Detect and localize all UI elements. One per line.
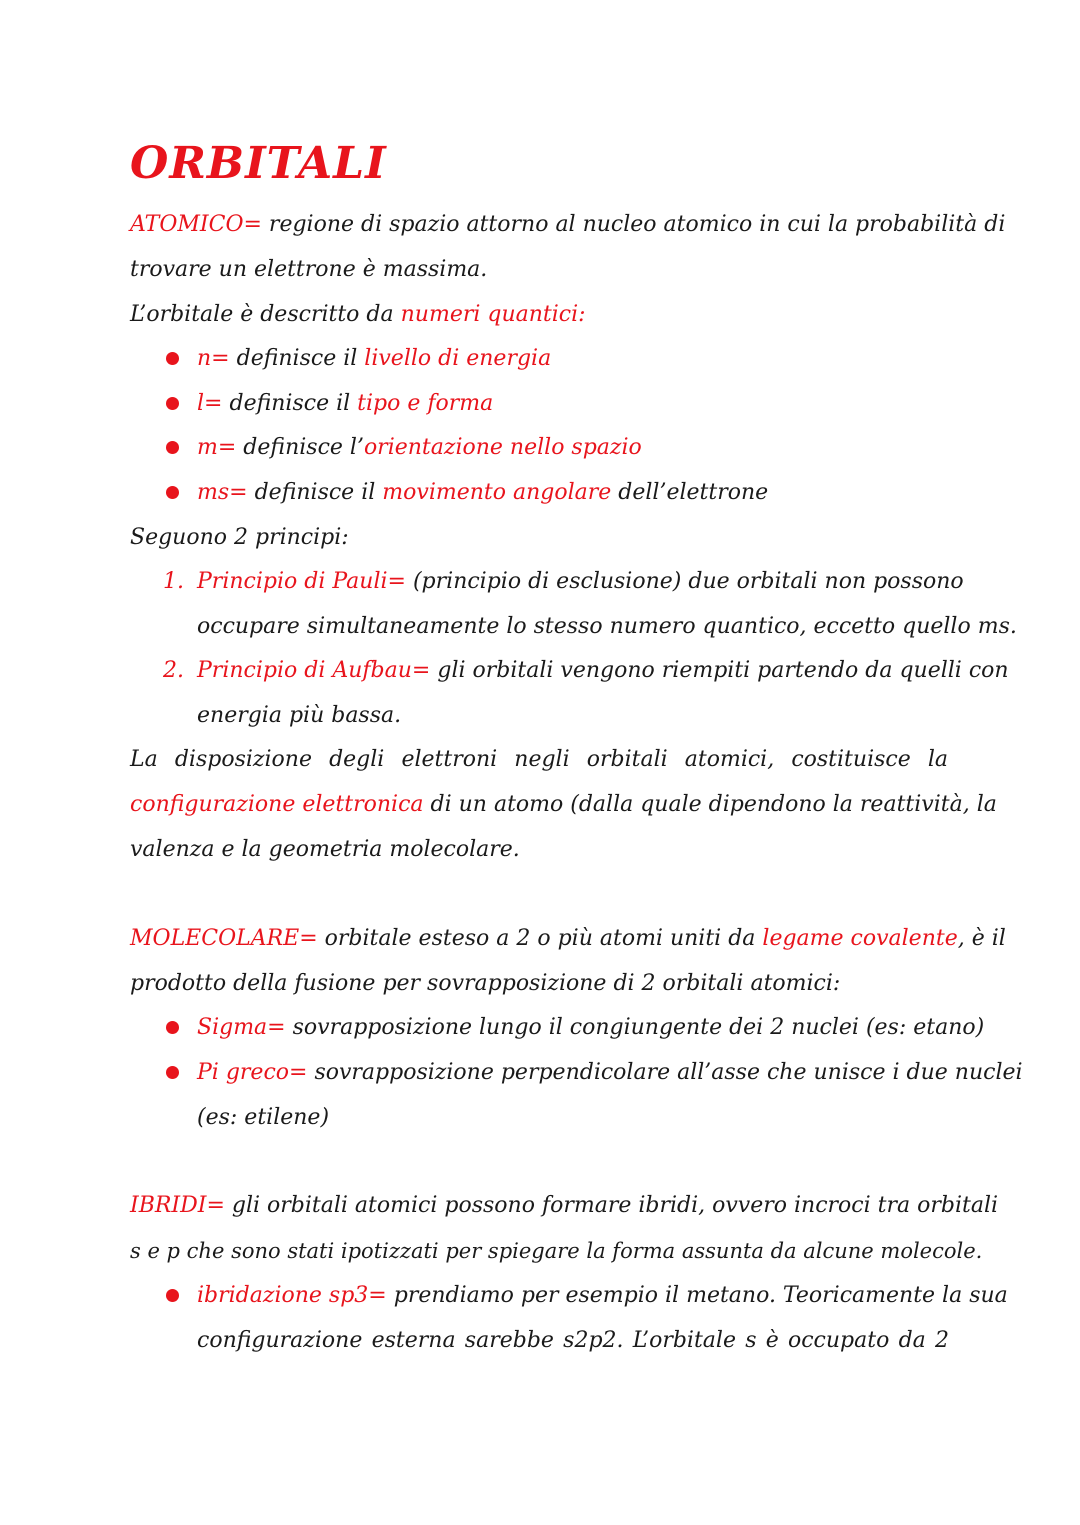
molecolare-highlight: legame covalente [762,926,958,951]
quantum-item-l [197,389,493,419]
quantum-pre: definisce il [236,346,358,371]
page-title: ORBITALI [130,138,387,189]
atomico-def-2: trovare un elettrone è massima. [130,257,488,282]
ibridi-label: IBRIDI= [130,1193,225,1218]
bullet-icon [166,397,179,410]
quantum-item-n [197,344,551,374]
principle-name: Principio di Aufbau= [197,658,431,683]
bullet-icon [166,486,179,499]
bullet-icon [166,441,179,454]
config-line-2 [130,790,997,820]
item-name: Pi greco= [197,1060,308,1085]
atomico-label: ATOMICO= [130,212,262,237]
molecolare-item-sigma [197,1013,984,1043]
principle-text: (principio di esclusione) due orbitali non possono [412,569,964,594]
quantum-item-ms [197,478,768,508]
molecolare-def-1b: , è il [957,926,1006,951]
ibridi-item-sp3-line-1 [197,1281,1008,1311]
quantum-key: m= [197,435,237,460]
bullet-icon [166,1289,179,1302]
quantum-pre: definisce il [229,391,351,416]
molecolare-def-1a: orbitale esteso a 2 o più atomi uniti da [324,926,756,951]
quantum-post: dell’elettrone [618,480,769,505]
quantum-highlight: movimento angolare [382,480,612,505]
quantum-intro-text: L’orbitale è descritto da [130,302,394,327]
principle-name: Principio di Pauli= [197,569,406,594]
atomico-definition-line-1 [130,210,1006,240]
ibridi-def-2: s e p che sono stati ipotizzati per spiegare la forma assunta da alcune molecole. [130,1239,983,1263]
principle-pauli-line-2: occupare simultaneamente lo stesso numero quantico, eccetto quello ms. [197,614,1017,639]
principle-number: 1. [163,569,184,594]
quantum-pre: definisce l’ [243,435,364,460]
config-line-3: valenza e la geometria molecolare. [130,837,520,862]
ibridi-def-1: gli orbitali atomici possono formare ibridi, ovvero incroci tra orbitali [231,1193,999,1218]
bullet-icon [166,1021,179,1034]
ibridi-line-1 [130,1191,999,1221]
molecolare-item-pi-line-1 [197,1058,1023,1088]
principle-pauli-line-1 [197,567,964,597]
item-text: sovrapposizione perpendicolare all’asse che unisce i due nuclei [314,1060,1023,1085]
principle-text: gli orbitali vengono riempiti partendo da quelli con [437,658,1009,683]
quantum-highlight: tipo e forma [357,391,494,416]
quantum-intro-highlight: numeri quantici: [400,302,586,327]
atomico-def-1: regione di spazio attorno al nucleo atomico in cui la probabilità di [268,212,1006,237]
quantum-pre: definisce il [254,480,376,505]
quantum-key: l= [197,391,223,416]
config-text: di un atomo (dalla quale dipendono la reattività, la [430,792,997,817]
principle-aufbau-line-1 [197,656,1009,686]
config-line-1: La disposizione degli elettroni negli orbitali atomici, costituisce la [130,747,948,772]
quantum-highlight: orientazione nello spazio [363,435,642,460]
quantum-intro [130,300,586,330]
quantum-key: ms= [197,480,248,505]
item-text: sovrapposizione lungo il congiungente dei 2 nuclei (es: etano) [292,1015,985,1040]
molecolare-label: MOLECOLARE= [130,926,318,951]
item-text: prendiamo per esempio il metano. Teoricamente la sua [393,1283,1008,1308]
bullet-icon [166,1066,179,1079]
ibridi-item-sp3-line-2: configurazione esterna sarebbe s2p2. L’orbitale s è occupato da 2 [197,1328,949,1353]
item-name: ibridazione sp3= [197,1283,387,1308]
principle-number: 2. [163,658,184,683]
bullet-icon [166,352,179,365]
principles-intro: Seguono 2 principi: [130,525,349,550]
item-name: Sigma= [197,1015,286,1040]
config-highlight: configurazione elettronica [130,792,424,817]
quantum-item-m [197,433,642,463]
molecolare-line-1 [130,924,1006,954]
principle-aufbau-line-2: energia più bassa. [197,703,402,728]
molecolare-def-2: prodotto della fusione per sovrapposizione di 2 orbitali atomici: [130,971,841,996]
molecolare-item-pi-line-2: (es: etilene) [197,1105,330,1130]
quantum-highlight: livello di energia [364,346,552,371]
quantum-key: n= [197,346,230,371]
